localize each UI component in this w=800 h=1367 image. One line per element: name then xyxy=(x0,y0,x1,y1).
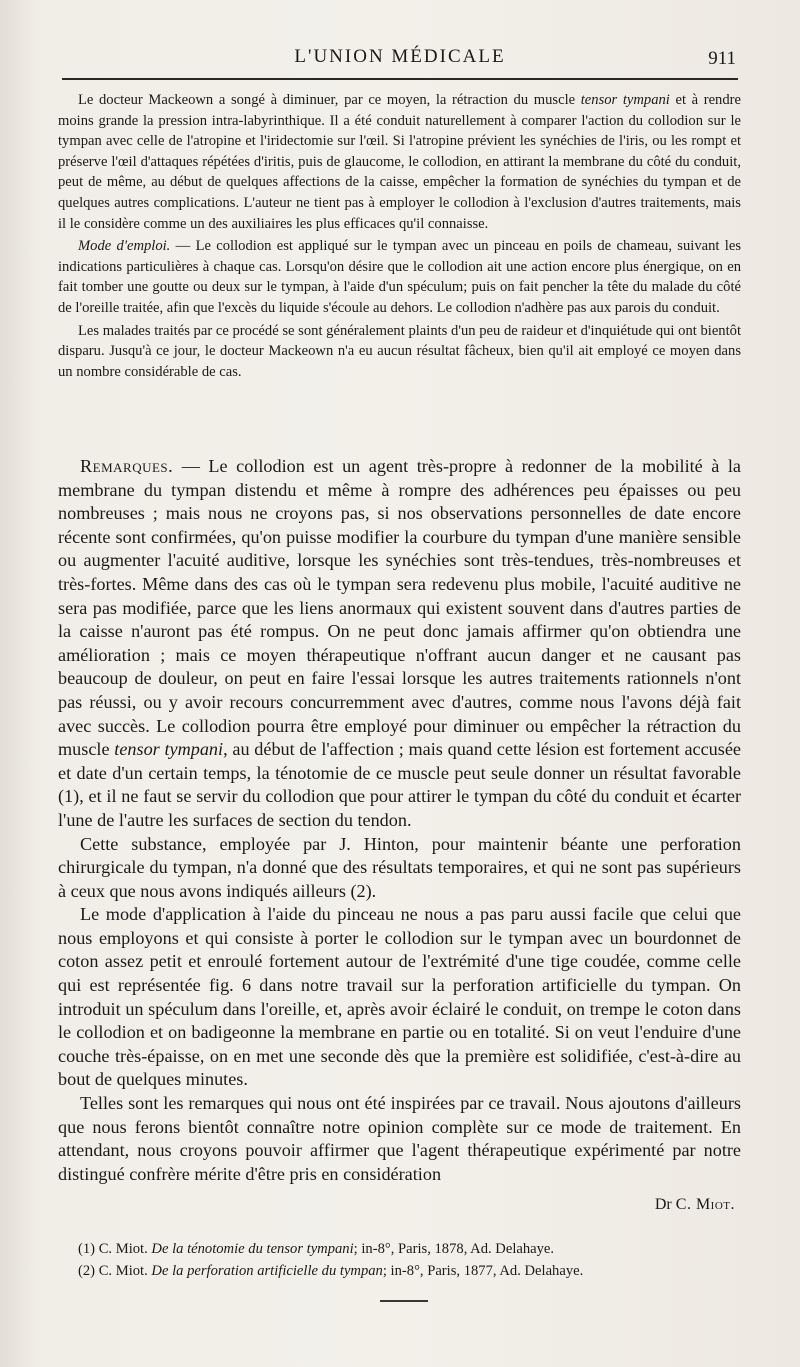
footnote-title: De la ténotomie du tensor tympani xyxy=(151,1241,354,1257)
summary-paragraph xyxy=(58,90,741,234)
signature-name: C. Miot. xyxy=(675,1196,735,1213)
text-run: Le docteur Mackeown a songé à diminuer, par ce moyen, la rétraction du muscle xyxy=(78,92,581,108)
footnote-publication: ; in-8°, Paris, 1877, Ad. Delahaye. xyxy=(382,1263,584,1279)
footnotes xyxy=(78,1238,741,1282)
header-rule xyxy=(62,78,738,80)
text-run: , au début de l'affection ; mais quand cette lésion est fortement accusée et date d'un certain temps, la ténotomie de ce muscle peut seule donner un résultat favorable (1), et il ne faut se servir du collodion que pour attirer le tympan du côté du conduit et écarter l'une de l'autre les surfaces de section du tendon. xyxy=(58,739,741,830)
footnote-author: C. Miot. xyxy=(98,1263,148,1279)
body-paragraph: Cette substance, employée par J. Hinton, pour maintenir béante une perforation chirurgicale du tympan, n'a donné que des résultats temporaires, et qui ne sont pas supérieurs à ceux que nous avons indiqués ailleurs (2). xyxy=(58,833,741,901)
footer-rule xyxy=(380,1300,428,1302)
body-paragraph: Telles sont les remarques qui nous ont été inspirées par ce travail. Nous ajoutons d'ailleurs que nous ferons bientôt connaître notre opinion complète sur ce mode de traitement. En attendant, nous croyons pouvoir affirmer que l'agent thérapeutique expérimenté par notre distingué confrère mérite d'être pris en considération xyxy=(58,1093,741,1184)
mode-of-use-paragraph xyxy=(58,236,741,318)
body-paragraph: Le mode d'application à l'aide du pinceau ne nous a pas paru aussi facile que celui que nous employons et qui consiste à porter le collodion sur le tympan avec un bourdonnet de coton assez petit et enroulé fortement autour de l'extrémité d'une tige coudée, comme celle qui est représentée fig. 6 dans notre travail sur la perforation artificielle du tympan. On introduit un spéculum dans l'oreille, et, après avoir éclairé le conduit, on trempe le coton dans le collodion et on badigeonne la membrane en partie ou en totalité. Si on veut l'enduire d'une couche très-épaisse, on en met une seconde dès que la première est solidifiée, c'est-à-dire au bout de quelques minutes. xyxy=(58,904,741,1090)
signature xyxy=(58,1196,741,1214)
footnote-title: De la perforation artificielle du tympan xyxy=(151,1263,383,1279)
italic-term: tensor tympani xyxy=(114,739,224,760)
footnote xyxy=(78,1238,741,1260)
footnote-marker: (1) xyxy=(78,1241,96,1257)
running-title: L'UNION MÉDICALE xyxy=(294,46,506,67)
section-heading: Mode d'emploi. xyxy=(78,238,171,255)
signature-title: Dr xyxy=(654,1196,672,1213)
page-number: 911 xyxy=(708,48,736,69)
footnote-author: C. Miot. xyxy=(98,1241,148,1257)
footnote xyxy=(78,1260,741,1282)
italic-term: tensor tympani xyxy=(580,92,670,108)
remarks-paragraph xyxy=(58,455,741,833)
footnote-marker: (2) xyxy=(78,1263,96,1279)
footnote-publication: ; in-8°, Paris, 1878, Ad. Delahaye. xyxy=(353,1241,555,1257)
remarks-label: Remarques. xyxy=(80,456,174,476)
remarks-section xyxy=(58,455,741,1186)
text-run: et à rendre moins grande la pression intra-labyrinthique. Il a été conduit naturellement à comparer l'action du collodion sur le tympan avec celle de l'atropine et l'iridectomie sur l'œil. Si l'atropine prévient les synéchies de l'iris, ou les rompt et préserve l'œil d'attaques répétées d'iritis, puis de glaucome, le collodion, en attirant la membrane du côté du conduit, peut de même, au début de quelques affections de la caisse, empêcher la formation de synéchies du tympan et de quelques autres complications. L'auteur ne tient pas à employer le collodion à l'exclusion d'autres traitements, mais il le considère comme un des auxiliaires les plus efficaces qu'il connaisse. xyxy=(58,92,741,232)
text-run: — Le collodion est appliqué sur le tympan avec un pinceau en poils de chameau, suivant les indications particulières à chaque cas. Lorsqu'on désire que le collodion ait une action encore plus énergique, on en fait tomber une goutte ou deux sur le tympan, à l'aide d'un spéculum; puis on fait pencher la tête du malade du côté de l'oreille traitée, afin que l'excès du liquide s'écoule au dehors. Le collodion n'adhère pas aux parois du conduit. xyxy=(58,238,741,316)
page-header xyxy=(60,44,740,74)
text-run: — Le collodion est un agent très-propre à redonner de la mobilité à la membrane du tympan distendu et même à rompre des adhérences peu épaisses ou peu nombreuses ; mais nous ne croyons pas, si nos observations personnelles de date encore récente sont confirmées, qu'on puisse modifier la courbure du tympan d'une manière sensible ou augmenter l'acuité auditive, lorsque les synéchies sont très-tendues, très-nombreuses et très-fortes. Même dans des cas où le tympan sera redevenu plus mobile, l'acuité auditive ne sera pas modifiée, parce que les liens anormaux qui existent souvent dans d'autres parties de la caisse n'auront pas été rompus. On ne peut donc jamais affirmer qu'on obtiendra une amélioration ; mais ce moyen thérapeutique n'offrant aucun danger et ne causant pas beaucoup de douleur, on peut en faire l'essai lorsque les autres traitements rationnels n'ont pas réussi, ou y avoir recours concurremment avec d'autres, comme nous l'avons déjà fait avec succès. Le collodion pourra être employé pour diminuer ou empêcher la rétraction du muscle xyxy=(58,456,741,760)
summary-paragraph: Les malades traités par ce procédé se sont généralement plaints d'un peu de raideur et d'inquiétude qui ont bientôt disparu. Jusqu'à ce jour, le docteur Mackeown n'a eu aucun résultat fâcheux, bien qu'il ait employé ce moyen dans un nombre considérable de cas. xyxy=(58,322,741,380)
summary-section xyxy=(58,90,741,382)
